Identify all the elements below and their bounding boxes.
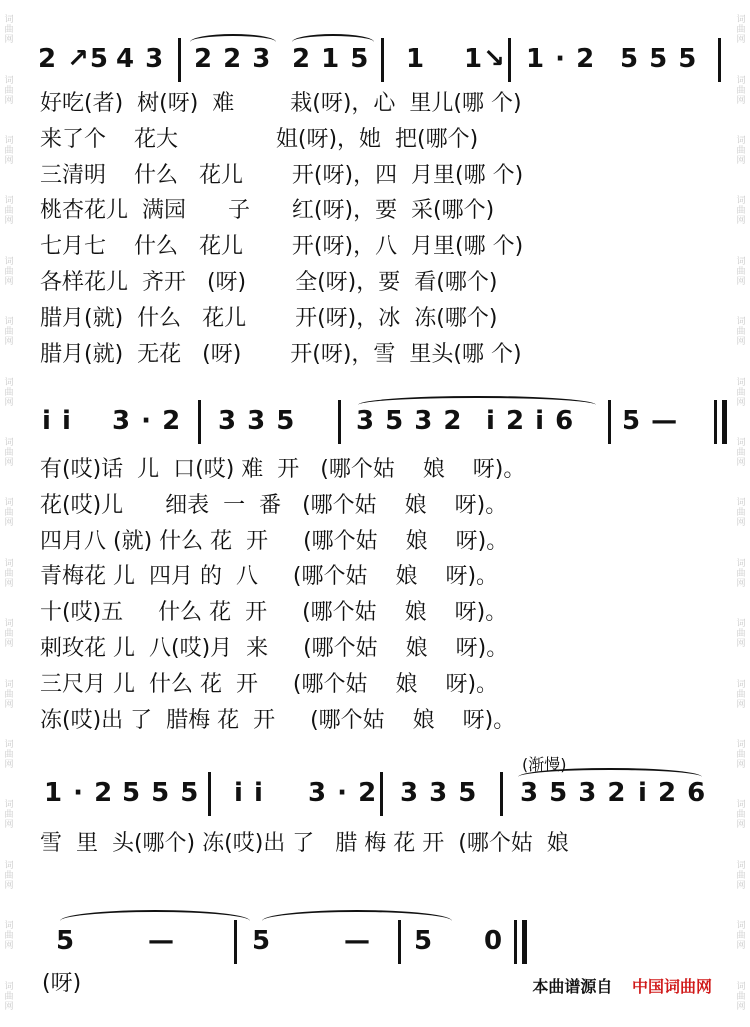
lyric-line: 好吃(者) 树(呀) 难 栽(呀)，心 里儿(哪 个) <box>40 91 522 116</box>
note-group: 1 · 2 <box>526 44 596 74</box>
note-group: 0 <box>484 926 504 956</box>
lyric-line: 三清明 什么 花儿 开(呀)，四 月里(哪 个) <box>40 162 524 188</box>
bar-line <box>208 772 211 816</box>
lyric-line: 四月八 (就) 什么 花 开 (哪个姑 娘 呀)。 <box>40 528 509 554</box>
note-group: 5 5 5 <box>122 778 200 808</box>
bar-line <box>178 38 181 82</box>
note-group: 1↘ <box>464 44 506 74</box>
lyric-line: 花(哎)儿 细表 一 番 (哪个姑 娘 呀)。 <box>40 492 508 518</box>
slur <box>190 34 276 50</box>
slur <box>518 768 702 786</box>
bar-line <box>381 38 384 82</box>
lyric-line: 桃杏花儿 满园 子 红(呀)，要 采(哪个) <box>40 198 495 224</box>
lyric-line: 来了个 花大 姐(呀)，她 把(哪个) <box>40 126 479 152</box>
lyric-line: 三尺月 儿 什么 花 开 (哪个姑 娘 呀)。 <box>40 671 499 697</box>
end-repeat-bar <box>722 400 727 444</box>
source-credit <box>532 974 712 997</box>
note-group: 1 · 2 <box>44 778 114 808</box>
lyric-line: 冻(哎)出 了 腊梅 花 开 (哪个姑 娘 呀)。 <box>40 707 516 733</box>
tie <box>262 910 452 932</box>
note-group: 3 · 2 <box>112 406 182 436</box>
note-group: 3 · 2 <box>308 778 378 808</box>
note-group: 5 <box>252 926 272 956</box>
bar-line <box>608 400 611 444</box>
lyric-line: 十(哎)五 什么 花 开 (哪个姑 娘 呀)。 <box>40 600 508 626</box>
note-group: — <box>344 926 371 956</box>
lyrics-block-2 <box>40 452 730 738</box>
lyric-line: 雪 里 头(哪个) 冻(哎)出 了 腊 梅 花 开 (哪个姑 娘 <box>40 831 569 856</box>
lyric-line: (呀) <box>42 971 82 996</box>
note-group: 3 5 3 2 <box>520 778 627 808</box>
lyric-line: 腊月(就) 什么 花儿 开(呀)，冰 冻(哪个) <box>40 305 498 331</box>
watermark-left: 词曲网 词曲网 词曲网 词曲网 词曲网 词曲网 词曲网 词曲网 词曲网 词曲网 词曲网 词曲网 词曲网 词曲网 词曲网 词曲网 词曲网 <box>4 15 14 1012</box>
bar-line <box>338 400 341 444</box>
bar-line <box>718 38 721 82</box>
lyric-line: 各样花儿 齐开 (呀) 全(呀)，要 看(哪个) <box>40 269 498 295</box>
note-group: 5 <box>56 926 76 956</box>
note-group: 5 — <box>622 406 679 436</box>
lyric-line: 刺玫花 儿 八(哎)月 来 (哪个姑 娘 呀)。 <box>40 635 509 661</box>
note-group: i 2 i 6 <box>486 406 575 436</box>
note-group: 2 ↗5 <box>38 44 110 74</box>
bar-line <box>198 400 201 444</box>
slur <box>358 396 596 414</box>
bar-line <box>514 920 517 964</box>
lyrics-block-1 <box>40 86 730 372</box>
notation-line-4 <box>38 926 726 966</box>
note-group: i i <box>234 778 264 808</box>
note-group: — <box>148 926 175 956</box>
watermark-right: 词曲网 词曲网 词曲网 词曲网 词曲网 词曲网 词曲网 词曲网 词曲网 词曲网 词曲网 词曲网 词曲网 词曲网 词曲网 词曲网 词曲网 <box>736 15 746 1012</box>
note-group: 3 5 3 2 <box>356 406 463 436</box>
site-name: 中国词曲网 <box>631 977 712 996</box>
final-bar <box>522 920 527 964</box>
note-group: i 2 6 <box>638 778 707 808</box>
note-group: 2 1 5 <box>292 44 370 74</box>
note-group: 2 2 3 <box>194 44 272 74</box>
notation-line-1 <box>38 44 726 84</box>
lyric-line: 有(哎)话 儿 口(哎) 难 开 (哪个姑 娘 呀)。 <box>40 457 526 482</box>
slur <box>292 34 374 50</box>
note-group: 3 3 5 <box>218 406 296 436</box>
lyrics-block-3 <box>40 826 730 862</box>
tempo-marking: (渐慢) <box>522 755 567 774</box>
lyric-line: 青梅花 儿 四月 的 八 (哪个姑 娘 呀)。 <box>40 564 499 590</box>
note-group: 4 3 <box>116 44 165 74</box>
bar-line <box>500 772 503 816</box>
note-group: 5 <box>414 926 434 956</box>
bar-line <box>714 400 717 444</box>
lyric-line: 七月七 什么 花儿 开(呀)，八 月里(哪 个) <box>40 234 524 260</box>
note-group: 1 <box>406 44 426 74</box>
bar-line <box>508 38 511 82</box>
lyric-line: 腊月(就) 无花 (呀) 开(呀)，雪 里头(哪 个) <box>40 341 522 367</box>
notation-line-2 <box>38 406 726 446</box>
bar-line <box>380 772 383 816</box>
note-group: 3 3 5 <box>400 778 478 808</box>
tie <box>60 910 250 932</box>
note-group: 5 5 5 <box>620 44 698 74</box>
note-group: i i <box>42 406 72 436</box>
source-label: 本曲谱源自 <box>532 977 613 996</box>
